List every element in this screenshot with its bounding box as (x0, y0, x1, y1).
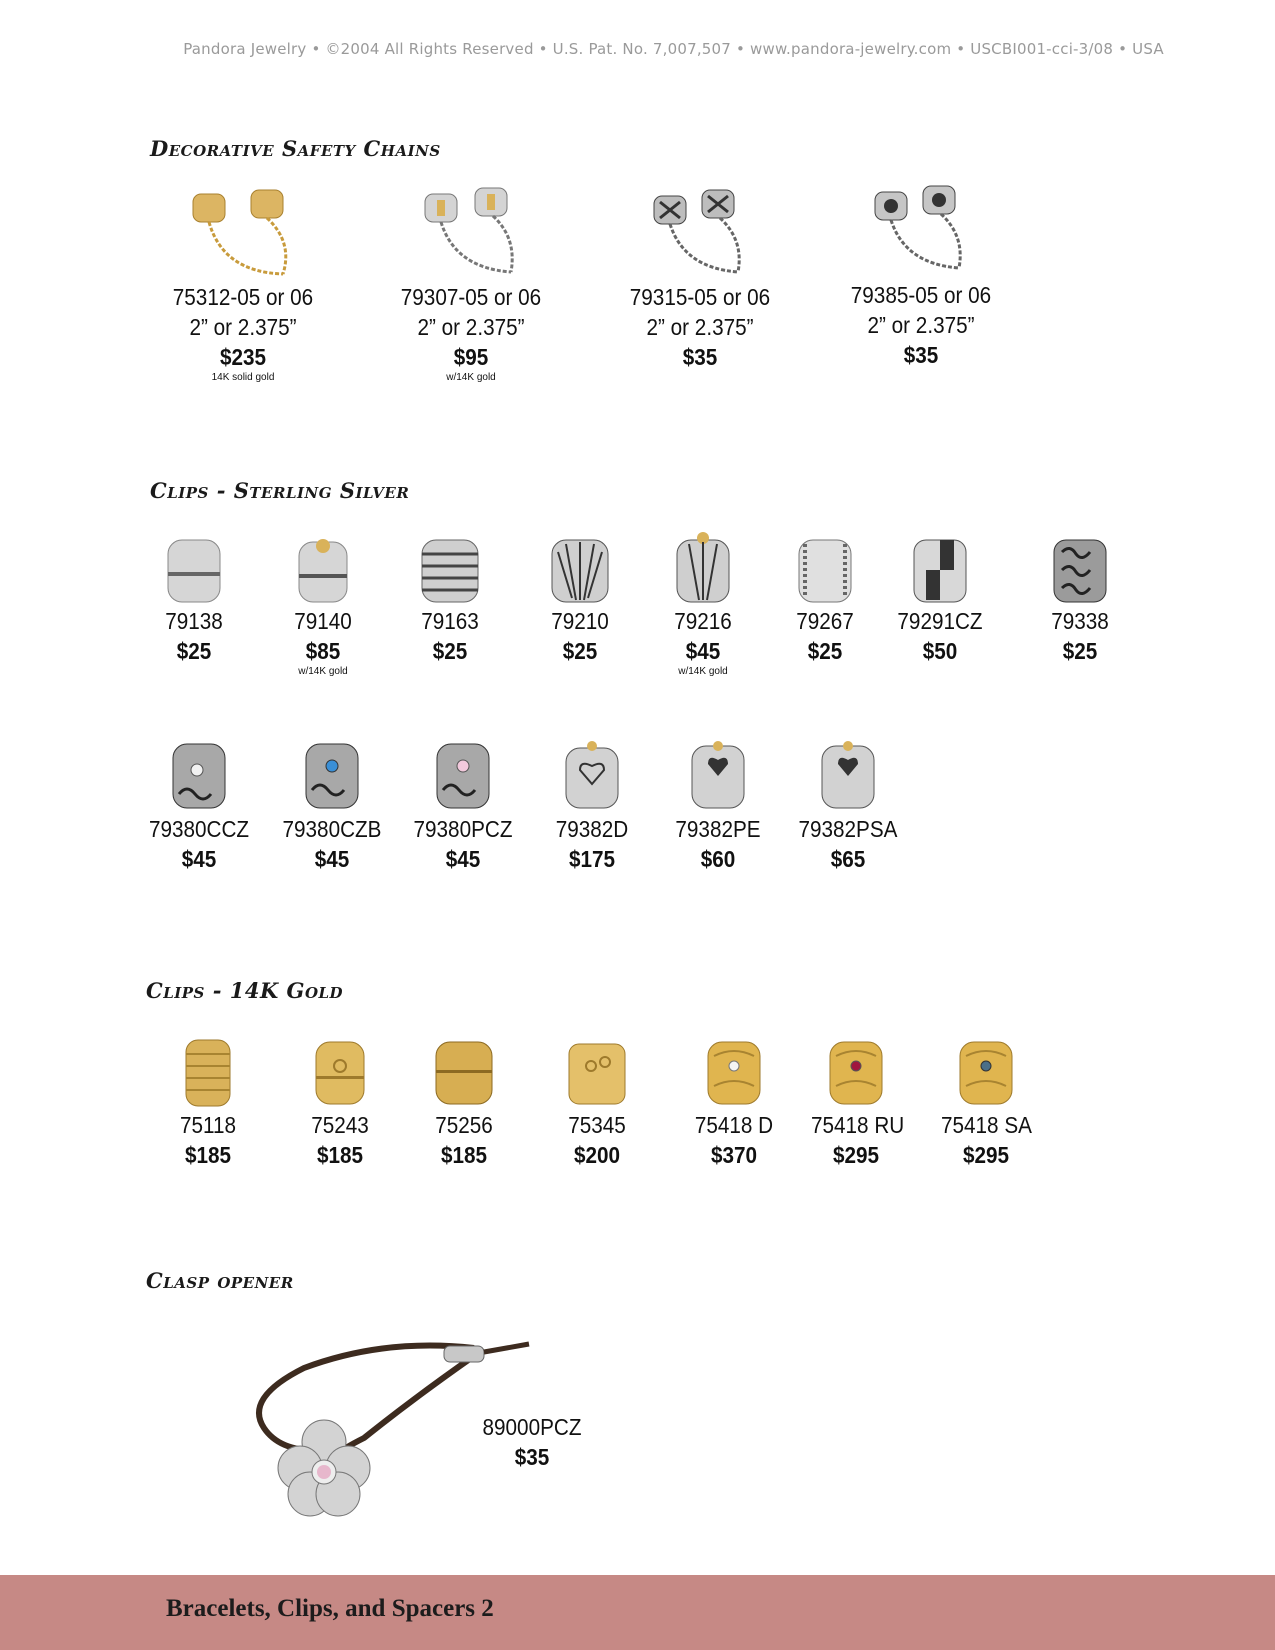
item-price: $60 (700, 846, 736, 872)
item-note: w/14K gold (678, 666, 728, 677)
clip-item[interactable] (414, 1036, 514, 1170)
item-size: 2” or 2.375” (417, 314, 525, 340)
item-code: 79382PE (675, 816, 761, 842)
item-code: 79382PSA (798, 816, 898, 842)
beaded-edge-clip-image (793, 536, 857, 606)
section-title-clasp-opener: Clasp opener (146, 1268, 294, 1293)
item-price: $25 (562, 638, 598, 664)
clip-item[interactable] (158, 1036, 258, 1170)
item-price: $65 (830, 846, 866, 872)
striped-clip-image (418, 536, 482, 606)
clip-item[interactable] (290, 1036, 390, 1170)
item-note: w/14K gold (446, 372, 496, 383)
item-code: 79385-05 or 06 (850, 282, 992, 308)
item-size: 2” or 2.375” (189, 314, 297, 340)
item-price: $25 (807, 638, 843, 664)
checkered-clip-image (908, 536, 972, 606)
item-price: $35 (903, 342, 939, 368)
clip-item[interactable] (890, 536, 990, 666)
item-code: 79338 (1051, 608, 1109, 634)
fluted-gold-clip-image (671, 530, 735, 606)
item-price: $200 (573, 1142, 621, 1168)
item-price: $25 (432, 638, 468, 664)
item-note: w/14K gold (298, 666, 348, 677)
clasp-opener-item[interactable] (472, 1412, 592, 1472)
section-title-clips-silver: Clips - Sterling Silver (150, 478, 410, 503)
clip-item[interactable] (775, 536, 875, 666)
swirl-blue-cz-clip-image (300, 738, 364, 814)
footer-title: Bracelets, Clips, and Spacers 2 (166, 1595, 494, 1622)
item-code: 75256 (435, 1112, 493, 1138)
silver-gold-safety-chain-image (411, 182, 531, 282)
gold-plain-clip-image (432, 1036, 496, 1110)
item-price: $175 (568, 846, 616, 872)
item-price: $295 (962, 1142, 1010, 1168)
page-header: Pandora Jewelry • ©2004 All Rights Reserved • U.S. Pat. No. 7,007,507 • www.pandora-jewelry.com • USCBI001-cci-3/08 • USA (183, 40, 1164, 58)
heart-sapphire-clip-image (816, 738, 880, 814)
item-price: $25 (176, 638, 212, 664)
item-price: $95 (453, 344, 489, 370)
item-price: $185 (184, 1142, 232, 1168)
clip-item[interactable] (400, 536, 500, 666)
gold-engraved-clip-image (308, 1036, 372, 1110)
item-price: $295 (832, 1142, 880, 1168)
item-code: 75418 D (694, 1112, 774, 1138)
item-price: $45 (181, 846, 217, 872)
silver-gold-clip-image (291, 536, 355, 606)
gold-ribbed-clip-image (176, 1036, 240, 1110)
item-price: $185 (316, 1142, 364, 1168)
clip-item[interactable] (144, 536, 244, 666)
item-size: 2” or 2.375” (867, 312, 975, 338)
clip-item[interactable] (936, 1036, 1036, 1170)
item-code: 79307-05 or 06 (400, 284, 542, 310)
item-code: 75345 (568, 1112, 626, 1138)
item-code: 79138 (165, 608, 223, 634)
clip-item[interactable] (139, 738, 259, 874)
ornate-clip-image (1048, 536, 1112, 606)
gold-circles-clip-image (565, 1036, 629, 1110)
clip-item[interactable] (806, 1036, 906, 1170)
footer-bar (0, 1575, 1275, 1650)
item-code: 79267 (796, 608, 854, 634)
gold-diamond-clip-image (702, 1036, 766, 1110)
item-code: 79382D (555, 816, 629, 842)
safety-chain-item[interactable] (386, 182, 556, 383)
safety-chain-item[interactable] (615, 182, 785, 372)
item-code: 89000PCZ (482, 1414, 582, 1440)
item-code: 75118 (179, 1112, 237, 1138)
clip-item[interactable] (658, 738, 778, 874)
safety-chain-item[interactable] (158, 182, 328, 383)
item-code: 75418 RU (811, 1112, 905, 1138)
item-price: $25 (1062, 638, 1098, 664)
item-code: 79291CZ (897, 608, 983, 634)
item-price: $235 (219, 344, 267, 370)
fluted-clip-image (548, 536, 612, 606)
silver-clip-image (162, 536, 226, 606)
item-code: 79380CZB (282, 816, 382, 842)
clip-item[interactable] (684, 1036, 784, 1170)
swirl-clear-cz-clip-image (167, 738, 231, 814)
item-price: $50 (922, 638, 958, 664)
item-price: $45 (445, 846, 481, 872)
item-code: 75312-05 or 06 (172, 284, 314, 310)
clip-item[interactable] (653, 530, 753, 677)
clip-item[interactable] (1030, 536, 1130, 666)
heart-diamond-clip-image (560, 738, 624, 814)
item-price: $85 (305, 638, 341, 664)
silver-safety-chain-image (640, 182, 760, 282)
gold-sapphire-clip-image (954, 1036, 1018, 1110)
silver-flower-safety-chain-image (861, 180, 981, 280)
clip-item[interactable] (530, 536, 630, 666)
clip-item[interactable] (532, 738, 652, 874)
item-code: 79140 (294, 608, 352, 634)
item-code: 79163 (421, 608, 479, 634)
clip-item[interactable] (788, 738, 908, 874)
gold-safety-chain-image (183, 182, 303, 282)
swirl-pink-cz-clip-image (431, 738, 495, 814)
item-code: 75243 (311, 1112, 369, 1138)
item-note: 14K solid gold (211, 372, 275, 383)
item-price: $370 (710, 1142, 758, 1168)
item-code: 79380PCZ (413, 816, 513, 842)
item-price: $45 (685, 638, 721, 664)
clip-item[interactable] (272, 738, 392, 874)
item-code: 79216 (674, 608, 732, 634)
section-title-safety-chains: Decorative Safety Chains (150, 136, 441, 161)
item-price: $35 (682, 344, 718, 370)
clip-item[interactable] (273, 536, 373, 677)
section-title-clips-gold: Clips - 14K Gold (146, 978, 344, 1003)
clip-item[interactable] (403, 738, 523, 874)
item-code: 75418 SA (941, 1112, 1032, 1138)
gold-ruby-clip-image (824, 1036, 888, 1110)
item-price: $45 (314, 846, 350, 872)
clip-item[interactable] (547, 1036, 647, 1170)
item-code: 79380CCZ (148, 816, 250, 842)
item-size: 2” or 2.375” (646, 314, 754, 340)
safety-chain-item[interactable] (836, 180, 1006, 370)
item-price: $35 (514, 1444, 550, 1470)
item-code: 79210 (551, 608, 609, 634)
item-price: $185 (440, 1142, 488, 1168)
heart-gold-clip-image (686, 738, 750, 814)
item-code: 79315-05 or 06 (629, 284, 771, 310)
